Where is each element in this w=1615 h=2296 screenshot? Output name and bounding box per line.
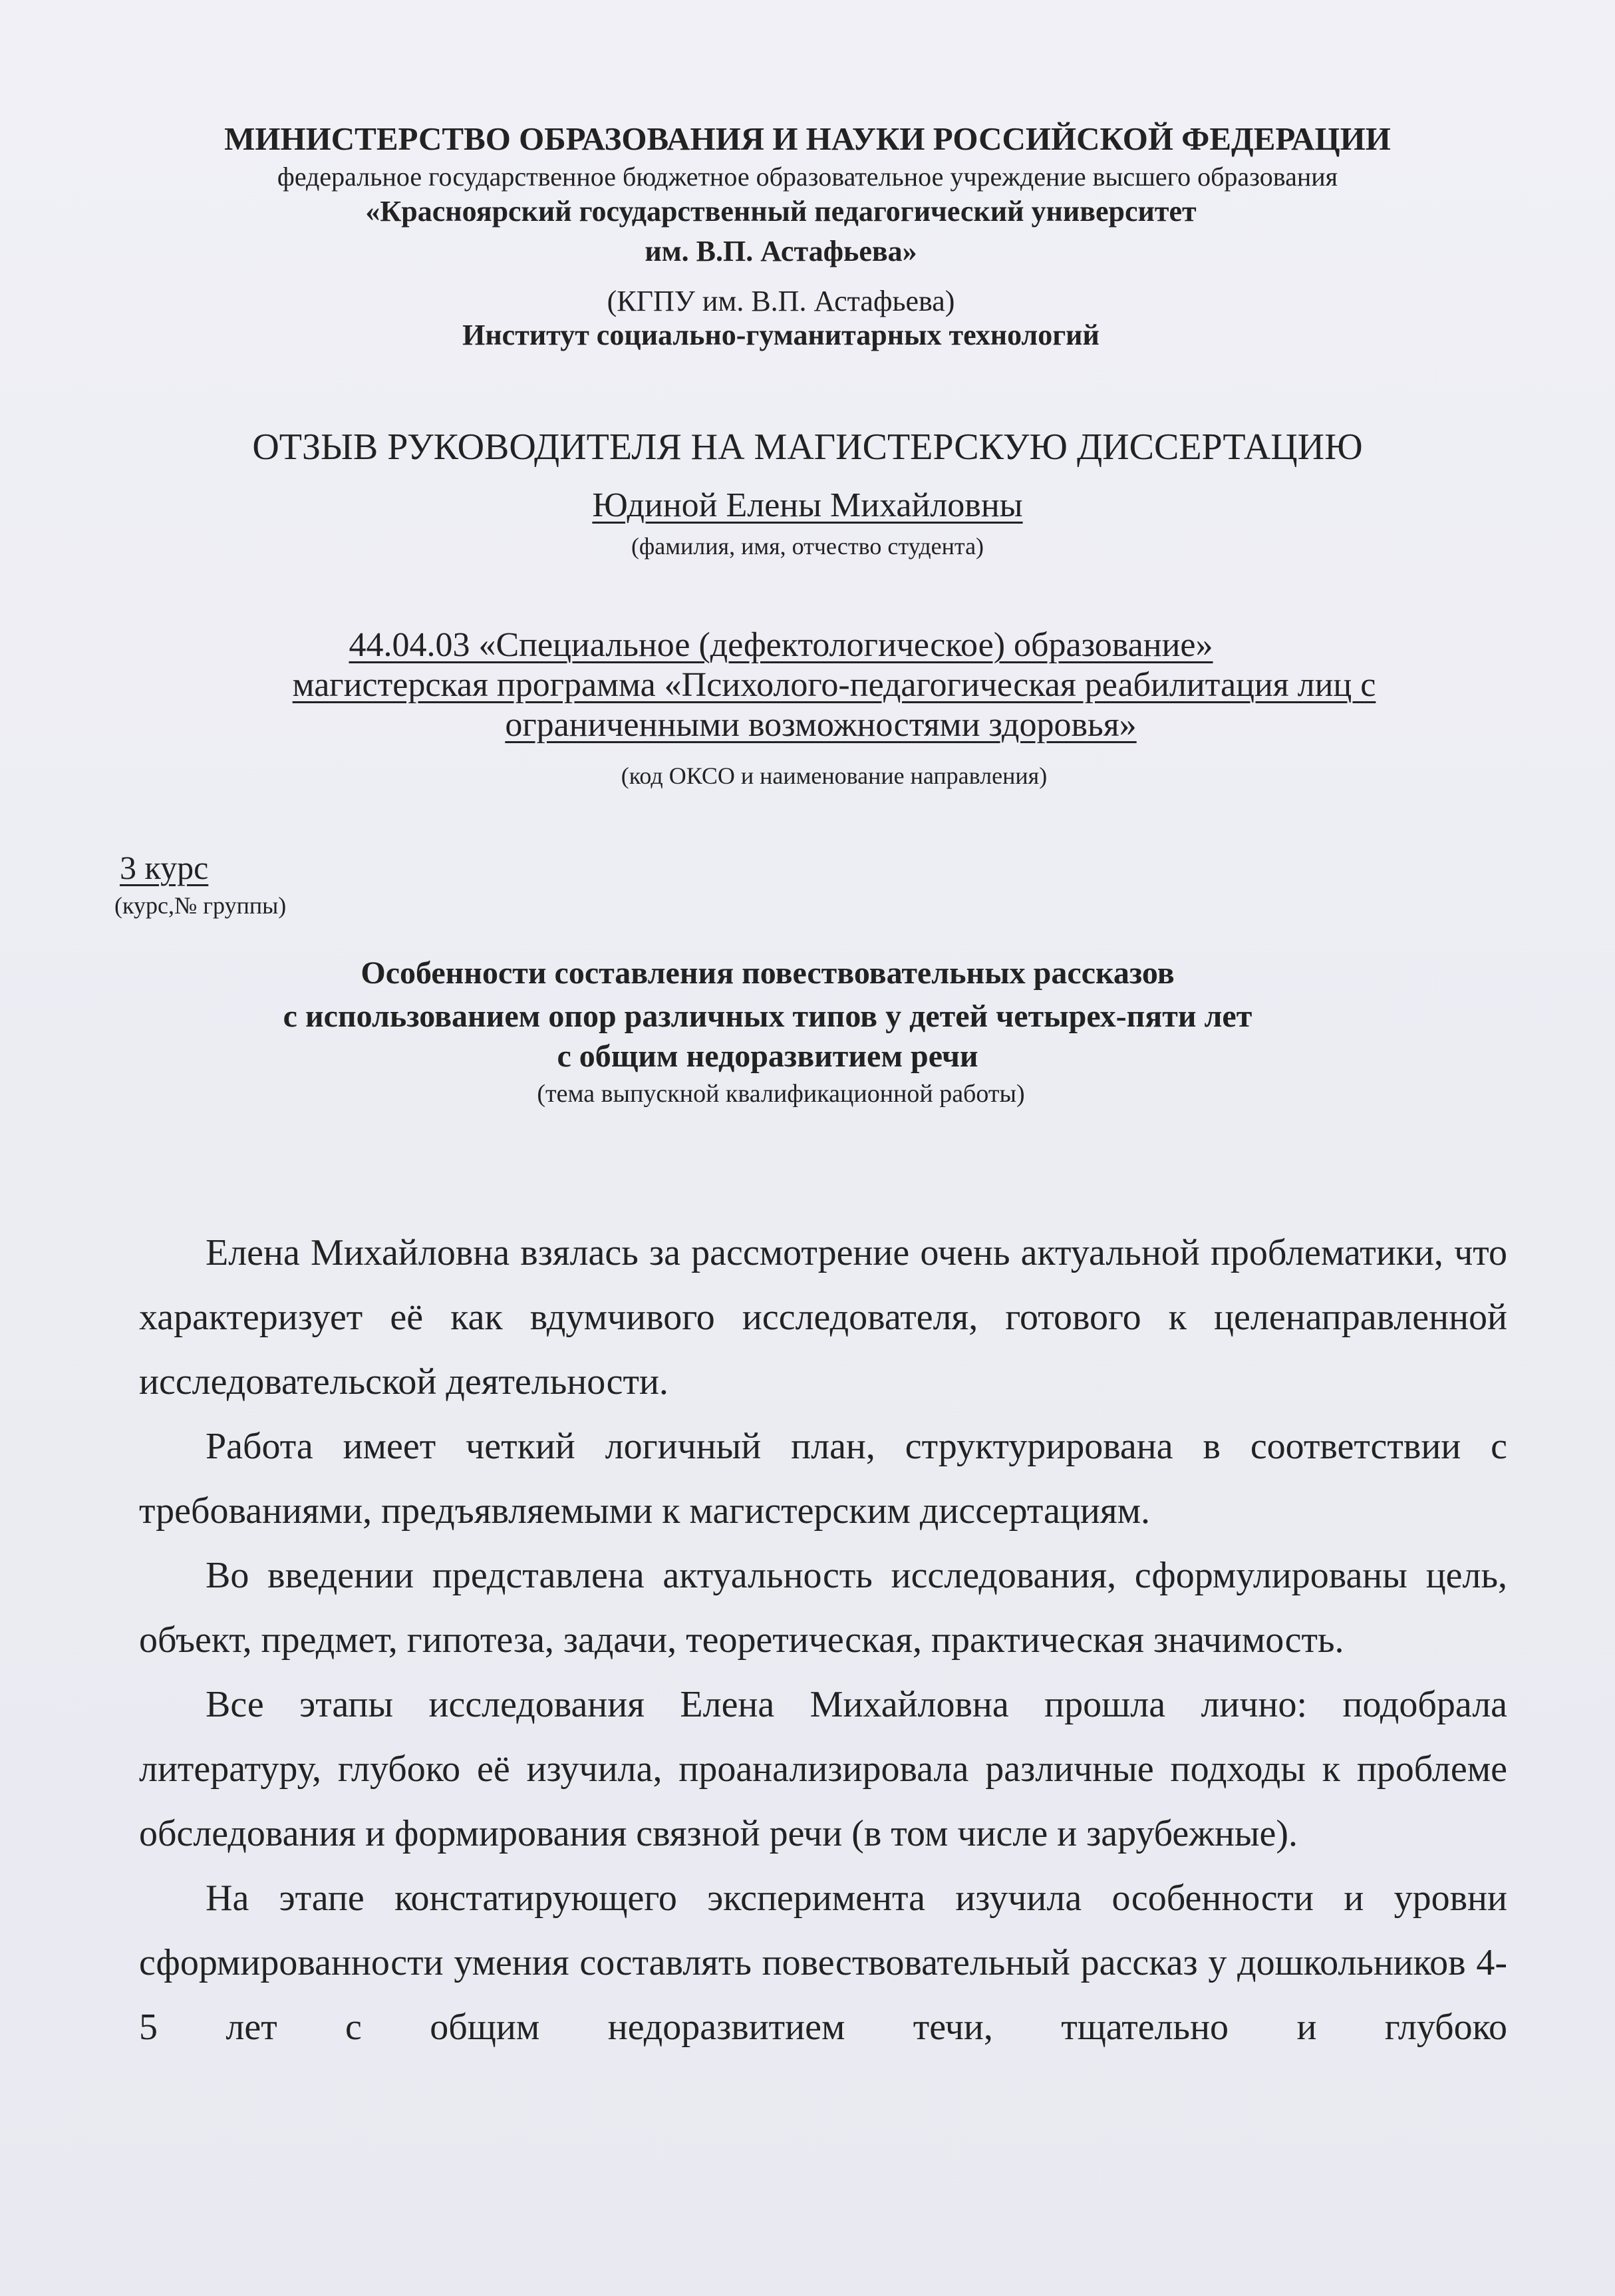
direction-caption: (код ОКСО и наименование направления) (621, 762, 1048, 789)
direction-line-3: ограниченными возможностями здоровья» (505, 706, 1137, 744)
university-short: (КГПУ им. В.П. Астафьева) (607, 285, 955, 317)
student-name: Юдиной Елены Михайловны (592, 486, 1023, 524)
topic-line-1: Особенности составления повествовательных рассказов (361, 955, 1175, 991)
topic-line-3: с общим недоразвитием речи (557, 1039, 978, 1074)
paragraph: Все этапы исследования Елена Михайловна прошла лично: подобрала литературу, глубоко её изучила, проанализировала различные подходы к проблеме обследования и формирования связной речи (в том числе и зарубежные). (139, 1684, 1507, 1854)
course-value: 3 курс (120, 849, 209, 886)
review-body (139, 1221, 1507, 2060)
university-name: «Красноярский государственный педагогический университет (365, 195, 1197, 228)
ministry-heading: МИНИСТЕРСТВО ОБРАЗОВАНИЯ И НАУКИ РОССИЙСКОЙ ФЕДЕРАЦИИ (224, 120, 1391, 157)
direction-line-2: магистерская программа «Психолого-педагогическая реабилитация лиц с (292, 666, 1376, 704)
topic-caption: (тема выпускной квалификационной работы) (537, 1080, 1025, 1108)
direction-line-1: 44.04.03 «Специальное (дефектологическое) образование» (349, 626, 1213, 664)
institution-type: федеральное государственное бюджетное образовательное учреждение высшего образования (277, 162, 1338, 192)
paragraph: На этапе констатирующего эксперимента изучила особенности и уровни сформированности умения составлять повествовательный рассказ у дошкольников 4-5 лет с общим недоразвитием течи, тщательно и глубоко (139, 1878, 1507, 2048)
paragraph: Елена Михайловна взялась за рассмотрение очень актуальной проблематики, что характеризует её как вдумчивого исследователя, готового к целенаправленной исследовательской деятельности. (139, 1232, 1507, 1402)
paragraph: Во введении представлена актуальность исследования, сформулированы цель, объект, предмет, гипотеза, задачи, теоретическая, практическая значимость. (139, 1555, 1507, 1661)
university-name-2: им. В.П. Астафьева» (645, 235, 917, 267)
paragraph: Работа имеет четкий логичный план, структурирована в соответствии с требованиями, предъявляемыми к магистерским диссертациям. (139, 1426, 1507, 1532)
topic-line-2: с использованием опор различных типов у детей четырех-пяти лет (283, 999, 1252, 1034)
review-title: ОТЗЫВ РУКОВОДИТЕЛЯ НА МАГИСТЕРСКУЮ ДИССЕРТАЦИЮ (252, 426, 1363, 468)
course-caption: (курс,№ группы) (114, 892, 287, 919)
student-caption: (фамилия, имя, отчество студента) (631, 533, 984, 560)
institute-name: Институт социально-гуманитарных технологий (462, 319, 1100, 351)
